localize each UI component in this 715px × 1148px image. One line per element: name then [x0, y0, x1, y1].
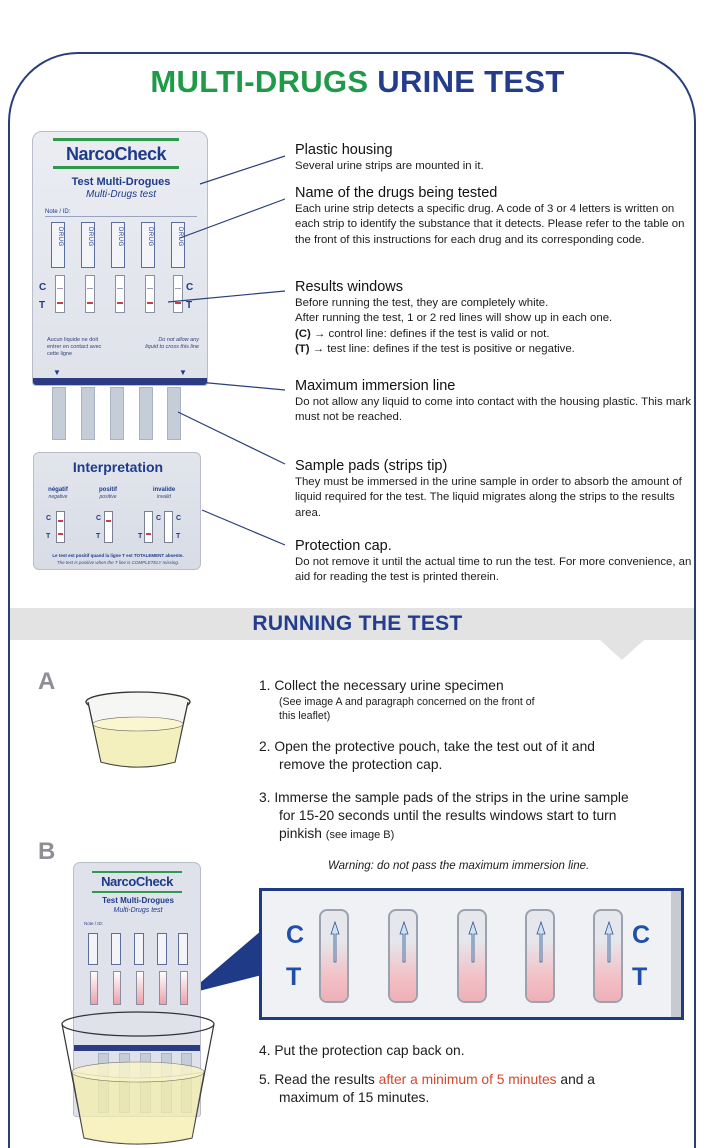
result-window [113, 971, 121, 1005]
device-subtitle-fr: Test Multi-Drogues [71, 176, 171, 188]
result-window [115, 275, 125, 313]
zoom-strip [525, 909, 555, 1003]
warning-text: Warning: do not pass the maximum immersion line. [328, 860, 590, 872]
test-label: T [39, 300, 46, 311]
drug-slot: DRUG [51, 222, 65, 268]
callout-sample-pads [295, 458, 695, 521]
step-3-text: pinkish [279, 826, 322, 841]
image-label-a: A [38, 668, 56, 695]
callout-text: Do not allow any liquid to come into contact with the housing plastic. This mark must not be reached. [295, 396, 692, 424]
drug-slot [134, 933, 144, 965]
callout-text: They must be immersed in the urine sample in order to absorb the amount of liquid required for the test. The liquid migrates along the strips to the results area. [295, 476, 682, 519]
invalid-window [164, 511, 173, 543]
image-label-b: B [38, 838, 56, 865]
negative-window [56, 511, 65, 543]
result-window [180, 971, 188, 1005]
section-title: RUNNING THE TEST [252, 612, 463, 635]
callout-title: Sample pads (strips tip) [295, 458, 448, 474]
step-2 [259, 738, 689, 774]
sample-pad [81, 387, 95, 440]
page-title [0, 64, 715, 100]
result-window [159, 971, 167, 1005]
test-label: T [186, 300, 193, 311]
step-3-text: 3. Immerse the sample pads of the strips in the urine sample [259, 790, 629, 805]
down-arrow-icon: ▼ [53, 368, 61, 377]
callout-protection-cap [295, 538, 695, 586]
step-2-text: 2. Open the protective pouch, take the test out of it and [259, 739, 595, 754]
invalid-label-en: invalid [156, 494, 172, 500]
drug-slot [178, 933, 188, 965]
brand-logo: NarcoCheck [53, 141, 179, 169]
note-line [45, 216, 197, 217]
callout-text: Several urine strips are mounted in it. [295, 160, 484, 172]
zoom-strip [319, 909, 349, 1003]
step-1 [259, 677, 689, 723]
sample-pad [139, 387, 153, 440]
immersion-line [33, 378, 207, 385]
zoom-control-label: C [632, 921, 651, 949]
callout-text: Do not remove it until the actual time to run the test. For more convenience, an aid for reading the test is printed therein. [295, 556, 692, 584]
step-1-text: 1. Collect the necessary urine specimen [259, 678, 504, 693]
callout-text: (C) → control line: defines if the test is valid or not. [295, 327, 550, 340]
zoom-strip [457, 909, 487, 1003]
down-arrow-icon: ▼ [179, 368, 187, 377]
device-subtitle-en: Multi-Drugs test [85, 189, 156, 200]
positive-label-en: positive [99, 494, 117, 500]
urine-cup-b-illustration [58, 1010, 218, 1145]
zoom-strip [388, 909, 418, 1003]
sample-pad [167, 387, 181, 440]
sample-pad [110, 387, 124, 440]
zoom-test-label: T [286, 963, 302, 991]
interpretation-footer-en: The test is positive when the T line is COMPLETELY missing. [56, 560, 180, 565]
device-note-label: Note / ID: [45, 209, 71, 215]
step-4-text: 4. Put the protection cap back on. [259, 1043, 465, 1058]
sample-pad [52, 387, 66, 440]
results-zoom-illustration [259, 888, 684, 1020]
drug-slot: DRUG [81, 222, 95, 268]
result-window [90, 971, 98, 1005]
device-note-label: Note / ID: [84, 921, 104, 926]
band-notch [600, 640, 644, 660]
drug-slot: DRUG [111, 222, 125, 268]
warning-text-en: Do not allow any liquid to cross this line [145, 337, 199, 350]
callout-immersion-line [295, 378, 695, 426]
step-5-text: and a [560, 1072, 595, 1087]
zoom-control-label: C [286, 921, 305, 949]
step-5-text: 5. Read the results [259, 1072, 375, 1087]
device-subtitle-en: Multi-Drugs test [113, 907, 163, 914]
callout-title: Protection cap. [295, 538, 392, 554]
zoom-test-label: T [632, 963, 648, 991]
step-1-note: (See image A and paragraph concerned on the front of this leaflet) [279, 696, 535, 722]
control-label: C [39, 282, 47, 293]
step-3-note: (see image B) [325, 829, 395, 841]
result-window [55, 275, 65, 313]
result-window [136, 971, 144, 1005]
callout-drug-names [295, 185, 695, 248]
interpretation-title: Interpretation [72, 459, 164, 475]
callout-title: Plastic housing [295, 142, 393, 158]
callout-plastic-housing [295, 142, 695, 174]
callout-title: Name of the drugs being tested [295, 185, 498, 201]
protection-cap-illustration: Interpretation négatif negative positif positive invalide invalid C T C T T C C T Le test est positif quand la ligne T est TOTALEMENT absente. The test is positive when the T line is COMPLETELY missing. [33, 452, 201, 570]
invalid-label: invalide [152, 487, 176, 493]
drug-slot: DRUG [141, 222, 155, 268]
step-5-highlight: after a minimum of 5 minutes [378, 1072, 557, 1087]
drug-slot [111, 933, 121, 965]
title-part1: MULTI-DRUGS [150, 64, 369, 99]
step-3-text: for 15-20 seconds until the results windows start to turn [279, 808, 617, 823]
callout-text: Each urine strip detects a specific drug. A code of 3 or 4 letters is written on each strip to identify the substance that it detects. Please refer to the table on the front of this instructions for each drug and its corresponding code. [295, 203, 685, 246]
drug-slot [157, 933, 167, 965]
callout-title: Maximum immersion line [295, 378, 456, 394]
callout-text: Before running the test, they are completely white. [295, 297, 549, 309]
result-window [145, 275, 155, 313]
result-window [85, 275, 95, 313]
step-3 [259, 789, 689, 844]
callout-results-windows [295, 279, 695, 358]
step-5-text: maximum of 15 minutes. [279, 1090, 430, 1105]
interpretation-footer-fr: Le test est positif quand la ligne T est TOTALEMENT absente. [52, 553, 184, 558]
zoom-strip [593, 909, 623, 1003]
callout-text: (T) → test line: defines if the test is positive or negative. [295, 343, 575, 356]
urine-cup-illustration [83, 690, 193, 770]
zoom-edge [671, 891, 681, 1017]
warning-text-fr: Aucun liquide ne doit entrer en contact avec cette ligne [47, 337, 102, 357]
callout-text: After running the test, 1 or 2 red lines will show up in each one. [295, 312, 613, 325]
step-2-text: remove the protection cap. [279, 757, 443, 772]
positive-window [104, 511, 113, 543]
drug-slot [88, 933, 98, 965]
control-label: C [186, 282, 194, 293]
brand-logo: NarcoCheck [92, 871, 182, 893]
invalid-window [144, 511, 153, 543]
result-window [173, 275, 183, 313]
title-part2: URINE TEST [377, 64, 565, 99]
device-subtitle-fr: Test Multi-Drogues [102, 896, 174, 905]
negative-label-en: negative [48, 494, 68, 500]
drug-slot: DRUG [171, 222, 185, 268]
step-5 [259, 1071, 689, 1107]
negative-label: négatif [48, 487, 68, 493]
test-device-illustration [32, 131, 208, 386]
callout-title: Results windows [295, 279, 403, 295]
step-4 [259, 1042, 689, 1060]
positive-label: positif [99, 487, 117, 493]
